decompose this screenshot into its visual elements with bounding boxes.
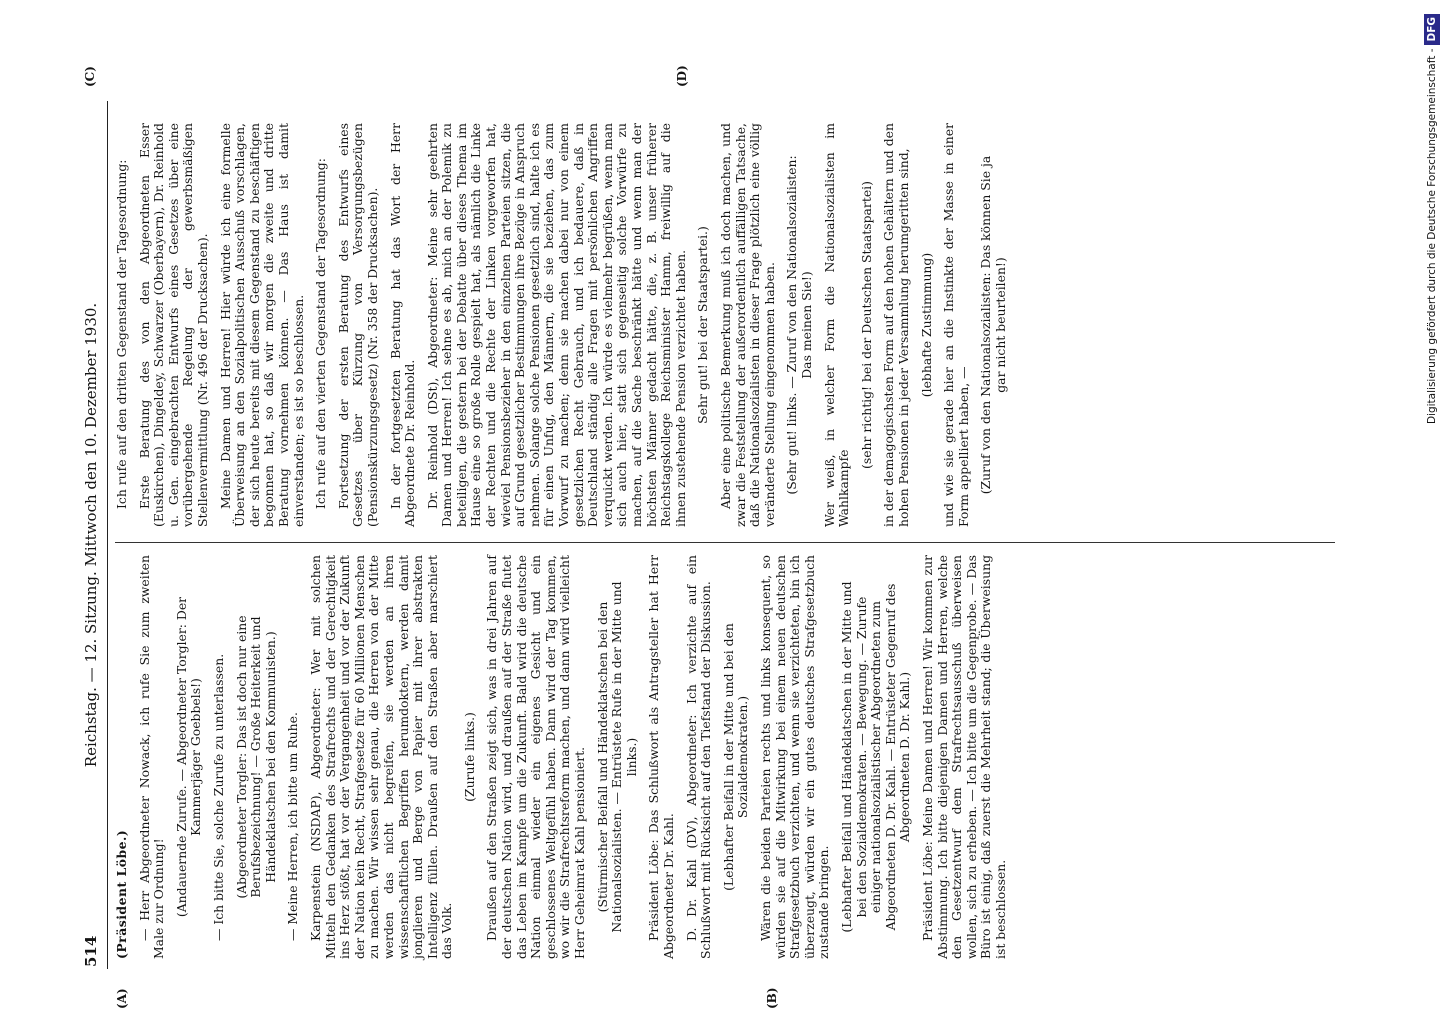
paragraph: D. Dr. Kahl (DV), Abgeordneter: Ich verzichte auf ein Schlußwort mit Rücksicht auf den Tiefstand der Diskussion. — [685, 555, 714, 959]
paragraph: Aber eine politische Bemerkung muß ich doch machen, und zwar die Feststellung der außerordentlich auffälligen Tatsache, daß die Nationalsozialisten in dieser Frage plötzlich eine völlig veränderte Stellung eingenommen haben. — [719, 123, 777, 527]
interjection: (Andauernde Zurufe. — Abgeordneter Torgler: Der Kammerjäger Goebbels!) — [175, 555, 204, 959]
margin-mark-c: (C) — [83, 66, 97, 87]
paragraph: Wären die beiden Parteien rechts und links konsequent, so würden sie auf die Mitwirkung bei einem neuen deutschen Strafgesetzbuch verzichten, und wenn sie verzichteten, bin ich überzeugt, würden wir ein gutes deutsches Strafgesetzbuch zustande bringen. — [759, 555, 832, 959]
agenda-item: Fortsetzung der ersten Beratung des Entwurfs eines Gesetzes über Kürzung von Versorgungsbezügen (Pensionskürzungsgesetz) (Nr. 358 der Drucksachen). — [337, 123, 381, 527]
paragraph: (Präsident Löbe.) — [115, 555, 130, 959]
page-number: 514 — [79, 936, 103, 967]
paragraph: — Meine Herren, ich bitte um Ruhe. — [286, 555, 301, 959]
interjection: (Lebhafter Beifall in der Mitte und bei den Sozialdemokraten.) — [722, 555, 751, 959]
paragraph: Meine Damen und Herren! Hier würde ich eine formelle Überweisung an den Sozialpolitischen Ausschuß vorschlagen, der sich heute bereits mit diesem Gegenstand zu beschäftigen begonnen hat, so daß wir morgen die zweite und dritte Beratung vornehmen können. — Das Haus ist damit einverstanden; es ist so beschlossen. — [219, 123, 307, 527]
digitization-credit — [1424, 14, 1440, 994]
margin-mark-b: (B) — [765, 988, 779, 1009]
interjection: (Stürmischer Beifall und Händeklatschen bei den Nationalsozialisten. — Entrüstete Rufe in der Mitte und links.) — [596, 555, 640, 959]
right-column — [115, 123, 1365, 527]
interjection: (Abgeordneter Torgler: Das ist doch nur eine Berufsbezeichnung! — Große Heiterkeit und Händeklatschen bei den Kommunisten.) — [235, 555, 279, 959]
left-column — [115, 555, 1365, 959]
paragraph: — Herr Abgeordneter Nowack, ich rufe Sie zum zweiten Male zur Ordnung! — [138, 555, 167, 959]
paragraph: Präsident Löbe: Meine Damen und Herren! Wir kommen zur Abstimmung. Ich bitte diejenigen Damen und Herren, welche den Gesetzentwurf dem Strafrechtsausschuß überweisen wollen, sich zu erheben. — Ich bitte um die Gegenprobe. — Das Büro ist einig, daß zuerst die Mehrheit stand; die Überweisung ist beschlossen. — [921, 555, 1009, 959]
interjection: (lebhafte Zustimmung) — [920, 123, 935, 527]
running-title: Reichstag. — 12. Sitzung. Mittwoch den 10. Dezember 1930. — [79, 95, 103, 975]
paragraph: Wer weiß, in welcher Form die Nationalsozialisten im Wahlkampfe — [823, 123, 852, 527]
interjection: (Lebhafter Beifall und Händeklatschen in der Mitte und bei den Sozialdemokraten. — Bewegung. — Zurufe einiger nationalsozialistischer Abgeordneten zum Abgeordneten D. Dr. Kahl. — Entrüsteter Gegenruf des Abgeordneten D. Dr. Kahl.) — [840, 555, 913, 959]
margin-mark-a: (A) — [115, 988, 129, 1009]
interjection: Sehr gut! bei der Staatspartei.) — [696, 123, 711, 527]
interjection: (Zurufe links.) — [463, 555, 478, 959]
agenda-item: Erste Beratung des von den Abgeordneten Esser (Euskirchen), Dingeldey, Schwarzer (Oberbayern), Dr. Reinhold u. Gen. eingebrachten Entwurfs eines Gesetzes über eine vorübergehende Regelung der gewerbsmäßigen Stellenvermittlung (Nr. 496 der Drucksachen). — [138, 123, 211, 527]
margin-mark-d: (D) — [675, 65, 689, 87]
paragraph: Ich rufe auf den dritten Gegenstand der Tagesordnung: — [115, 123, 130, 527]
credit-text: Digitalisierung gefördert durch die Deutsche Forschungsgemeinschaft - — [1426, 49, 1438, 425]
page-sheet — [75, 95, 1405, 975]
interjection: (Sehr gut! links. — Zuruf von den Nationalsozialisten: Das meinen Sie!) — [785, 123, 814, 527]
interjection: (Zuruf von den Nationalsozialisten: Das können Sie ja gar nicht beurteilen!) — [979, 123, 1008, 527]
interjection: (sehr richtig! bei der Deutschen Staatspartei) — [860, 123, 875, 527]
paragraph: In der fortgesetzten Beratung hat das Wort der Herr Abgeordnete Dr. Reinhold. — [389, 123, 418, 527]
paragraph: Karpenstein (NSDAP), Abgeordneter: Wer mit solchen Mitteln den Gedanken des Strafrechts und der Gerechtigkeit ins Herz stößt, hat vor der Vergangenheit und vor der Zukunft der Nation kein Recht, Strafgesetze für 60 Millionen Menschen zu machen. Wir wissen sehr genau, die Herren von der Mitte werden das nicht begreifen, sie werden an ihren wissenschaftlichen Begriffen herumdoktern, werden damit jonglieren und Berge von Papier mit ihrer abstrakten Intelligenz füllen. Draußen auf den Straßen aber marschiert das Volk. — [309, 555, 455, 959]
dfg-logo: DFG — [1424, 14, 1440, 45]
paragraph: Dr. Reinhold (DSt), Abgeordneter: Meine sehr geehrten Damen und Herren! Ich sehne es ab, mich an der Polemik zu beteiligen, die gestern bei der Debatte über dieses Thema im Hause eine so große Rolle gespielt hat, als nämlich die Linke der Rechten und die Rechte der Linken vorgeworfen hat, wieviel Pensionsbezieher in den einzelnen Parteien sitzen, die auf Grund gesetzlicher Bestimmungen ihre Bezüge in Anspruch nehmen. Solange solche Pensionen gesetzlich sind, halte ich es für einen Unfug, den Männern, die sie beziehen, das zum Vorwurf zu machen; denn sie machen dabei nur von einem gesetzlichen Recht Gebrauch, und ich bedauere, daß in Deutschland ständig alle Fragen mit persönlichen Angriffen verquickt werden. Ich würde es vielmehr begrüßen, wenn man sich auch hier, statt sich gegenseitig solche Vorwürfe zu machen, auf die Sache beschränkt hätte und wenn man der höchsten Männer gedacht hätte, die, z. B. unser früherer Reichstagskollege Reichsminister Hamm, freiwillig auf die ihnen zustehende Pension verzichtet haben. — [426, 123, 689, 527]
paragraph: — Ich bitte Sie, solche Zurufe zu unterlassen. — [212, 555, 227, 959]
column-divider — [115, 542, 1335, 543]
paragraph: in der demagogischsten Form auf den hohen Gehältern und den hohen Pensionen in jeder Versammlung herumgeritten sind, — [882, 123, 911, 527]
paragraph: Präsident Löbe: Das Schlußwort als Antragsteller hat Herr Abgeordneter Dr. Kahl. — [647, 555, 676, 959]
header-rule — [107, 101, 108, 969]
paragraph: und wie sie gerade hier an die Instinkte der Masse in einer Form appelliert haben, — — [942, 123, 971, 527]
paragraph: Ich rufe auf den vierten Gegenstand der Tagesordnung: — [314, 123, 329, 527]
paragraph: Draußen auf den Straßen zeigt sich, was in drei Jahren auf der deutschen Nation wird, und draußen auf der Straße flutet das Leben im Kampfe um die Zukunft. Bald wird die deutsche Nation einmal wieder ein eigenes Gesicht und ein geschlossenes Weltgefühl haben. Dann wird der Tag kommen, wo wir die Strafrechtsreform machen, und dann wird vielleicht Herr Geheimrat Kahl pensioniert. — [485, 555, 587, 959]
page-header — [79, 95, 103, 975]
